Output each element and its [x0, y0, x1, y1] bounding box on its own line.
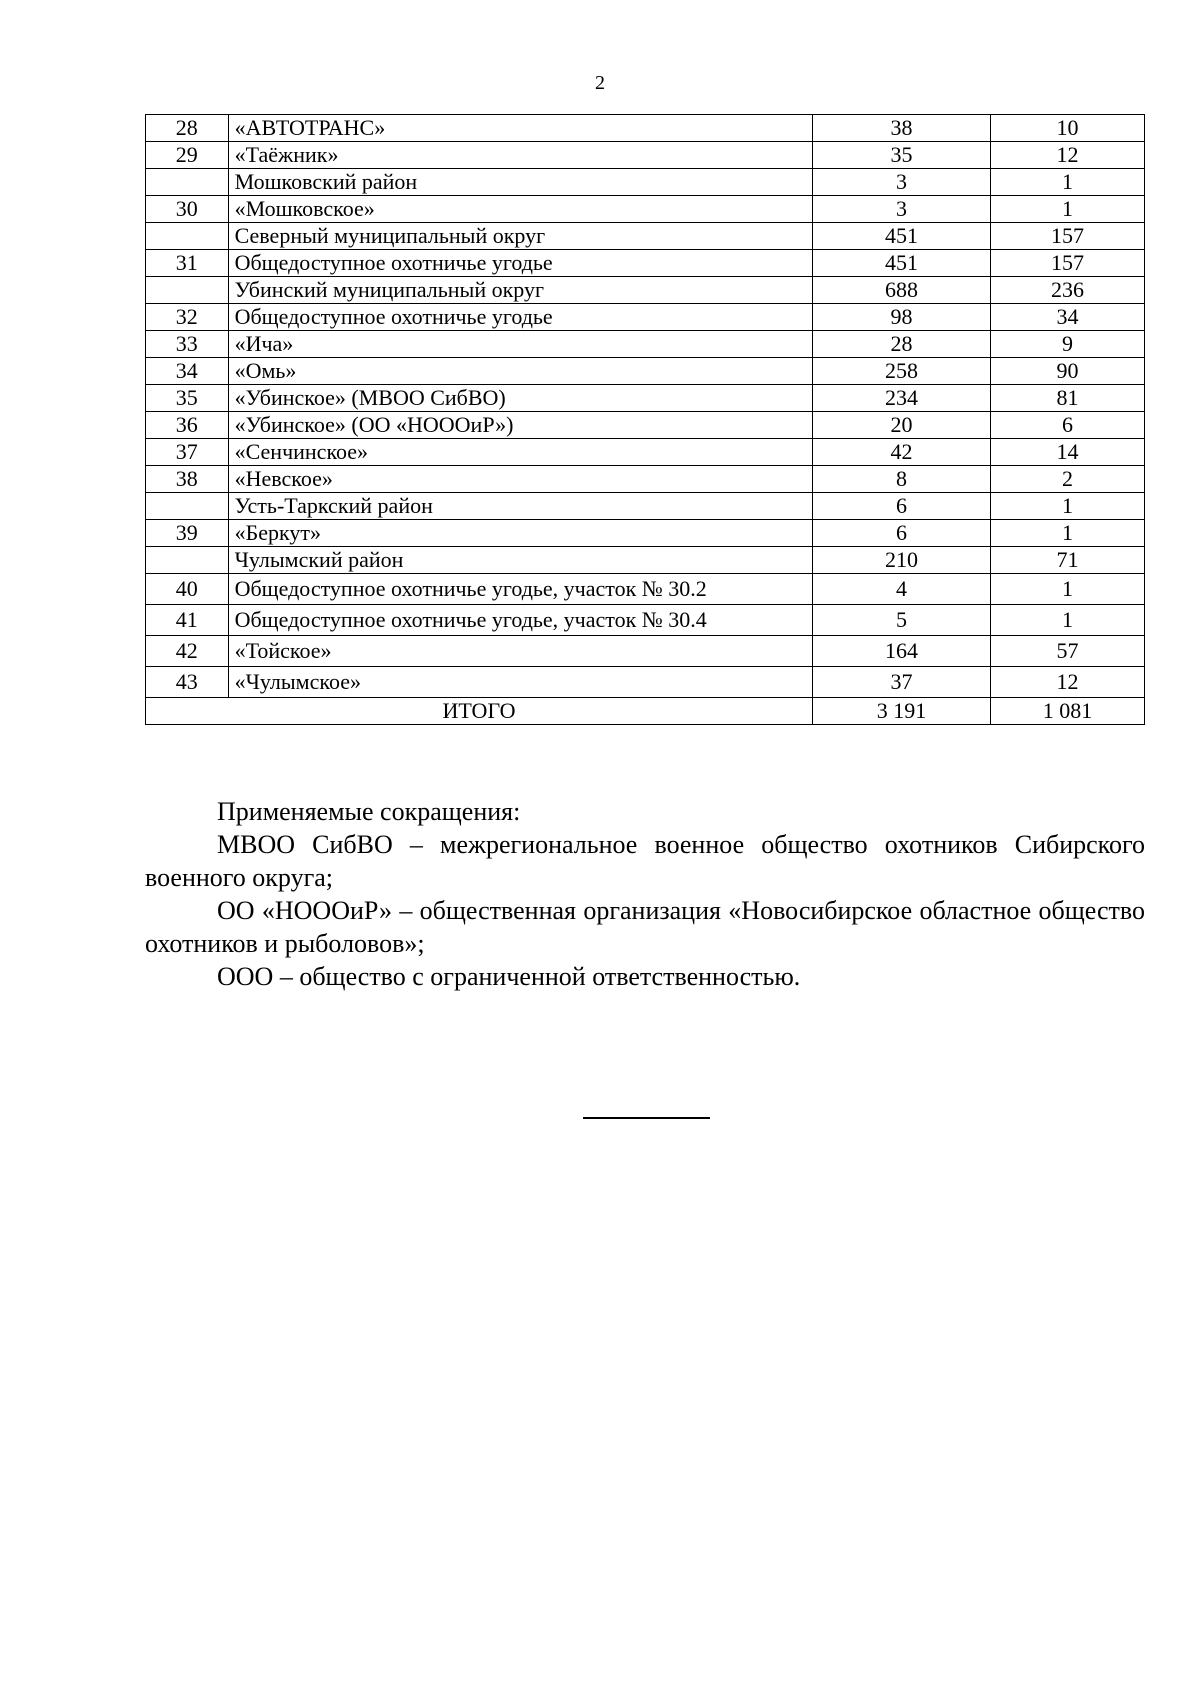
row-name: «Невское»	[228, 466, 812, 493]
row-value-1: 6	[813, 520, 991, 547]
row-value-1: 8	[813, 466, 991, 493]
row-number: 37	[146, 439, 229, 466]
table-row	[146, 277, 1145, 304]
table-row	[146, 385, 1145, 412]
row-value-2: 9	[990, 331, 1144, 358]
row-name: «Омь»	[228, 358, 812, 385]
row-value-1: 37	[813, 667, 991, 698]
row-value-1: 98	[813, 304, 991, 331]
table-row	[146, 223, 1145, 250]
row-name: «Чулымское»	[228, 667, 812, 698]
row-value-2: 14	[990, 439, 1144, 466]
row-value-2: 10	[990, 115, 1144, 142]
row-value-1: 164	[813, 636, 991, 667]
row-number: 29	[146, 142, 229, 169]
abbreviation-item: ОО «НОООиР» – общественная организация «Новосибирское областное общество охотников и рыболовов»;	[145, 896, 1145, 958]
row-value-2: 157	[990, 250, 1144, 277]
row-name: Общедоступное охотничье угодье	[228, 250, 812, 277]
table-row	[146, 169, 1145, 196]
abbreviations-heading: Применяемые сокращения:	[217, 797, 521, 826]
table-row	[146, 547, 1145, 574]
table-row	[146, 250, 1145, 277]
row-value-2: 6	[990, 412, 1144, 439]
row-value-2: 71	[990, 547, 1144, 574]
row-name: «Тойское»	[228, 636, 812, 667]
table-row	[146, 667, 1145, 698]
row-number: 36	[146, 412, 229, 439]
row-value-1: 3	[813, 169, 991, 196]
page-number: 2	[595, 72, 605, 94]
row-value-1: 258	[813, 358, 991, 385]
table-row	[146, 412, 1145, 439]
row-value-2: 57	[990, 636, 1144, 667]
total-value-1: 3 191	[813, 698, 991, 725]
row-number: 30	[146, 196, 229, 223]
row-name: Мошковский район	[228, 169, 812, 196]
row-number: 34	[146, 358, 229, 385]
row-value-1: 35	[813, 142, 991, 169]
row-name: «Убинское» (МВОО СибВО)	[228, 385, 812, 412]
row-number: 41	[146, 605, 229, 636]
row-name: «Ича»	[228, 331, 812, 358]
row-value-1: 28	[813, 331, 991, 358]
table-row	[146, 196, 1145, 223]
table-row	[146, 115, 1145, 142]
row-number: 38	[146, 466, 229, 493]
table-row	[146, 493, 1145, 520]
row-value-2: 1	[990, 574, 1144, 605]
row-value-2: 1	[990, 520, 1144, 547]
row-name: «Мошковское»	[228, 196, 812, 223]
row-value-1: 210	[813, 547, 991, 574]
abbreviations-section	[145, 795, 1145, 993]
row-value-1: 5	[813, 605, 991, 636]
end-divider	[583, 1117, 710, 1119]
row-value-1: 3	[813, 196, 991, 223]
row-value-1: 42	[813, 439, 991, 466]
row-number	[146, 547, 229, 574]
row-name: Убинский муниципальный округ	[228, 277, 812, 304]
row-name: Общедоступное охотничье угодье, участок № 30.4	[228, 605, 812, 636]
row-name: Северный муниципальный округ	[228, 223, 812, 250]
row-value-2: 1	[990, 605, 1144, 636]
row-value-2: 34	[990, 304, 1144, 331]
row-value-1: 688	[813, 277, 991, 304]
total-row	[146, 698, 1145, 725]
row-value-1: 38	[813, 115, 991, 142]
table-row	[146, 439, 1145, 466]
table-row	[146, 358, 1145, 385]
row-value-2: 1	[990, 196, 1144, 223]
row-name: Усть-Таркский район	[228, 493, 812, 520]
row-name: «АВТОТРАНС»	[228, 115, 812, 142]
table-row	[146, 574, 1145, 605]
row-number: 42	[146, 636, 229, 667]
row-number	[146, 493, 229, 520]
row-name: Общедоступное охотничье угодье, участок № 30.2	[228, 574, 812, 605]
row-value-1: 451	[813, 250, 991, 277]
table-row	[146, 304, 1145, 331]
table-row	[146, 605, 1145, 636]
row-name: «Беркут»	[228, 520, 812, 547]
row-number: 39	[146, 520, 229, 547]
row-value-2: 157	[990, 223, 1144, 250]
row-value-1: 6	[813, 493, 991, 520]
total-label: ИТОГО	[146, 698, 813, 725]
row-value-2: 81	[990, 385, 1144, 412]
table-row	[146, 466, 1145, 493]
row-value-2: 1	[990, 169, 1144, 196]
row-number: 32	[146, 304, 229, 331]
row-number: 28	[146, 115, 229, 142]
table-row	[146, 331, 1145, 358]
row-value-2: 12	[990, 142, 1144, 169]
hunting-grounds-table	[145, 114, 1145, 725]
row-number: 40	[146, 574, 229, 605]
total-value-2: 1 081	[990, 698, 1144, 725]
row-value-1: 4	[813, 574, 991, 605]
table-row	[146, 142, 1145, 169]
row-name: «Сенчинское»	[228, 439, 812, 466]
row-value-2: 236	[990, 277, 1144, 304]
row-name: «Таёжник»	[228, 142, 812, 169]
row-value-1: 234	[813, 385, 991, 412]
row-value-2: 12	[990, 667, 1144, 698]
row-value-2: 1	[990, 493, 1144, 520]
row-name: Общедоступное охотничье угодье	[228, 304, 812, 331]
table-row	[146, 520, 1145, 547]
row-number: 31	[146, 250, 229, 277]
row-value-1: 20	[813, 412, 991, 439]
row-number: 43	[146, 667, 229, 698]
row-number	[146, 277, 229, 304]
row-number: 35	[146, 385, 229, 412]
row-value-2: 2	[990, 466, 1144, 493]
row-name: «Убинское» (ОО «НОООиР»)	[228, 412, 812, 439]
row-number	[146, 169, 229, 196]
abbreviation-item: ООО – общество с ограниченной ответственностью.	[217, 962, 801, 991]
row-name: Чулымский район	[228, 547, 812, 574]
row-value-1: 451	[813, 223, 991, 250]
row-number: 33	[146, 331, 229, 358]
abbreviation-item: МВОО СибВО – межрегиональное военное общество охотников Сибирского военного округа;	[145, 830, 1145, 892]
row-value-2: 90	[990, 358, 1144, 385]
row-number	[146, 223, 229, 250]
table-row	[146, 636, 1145, 667]
